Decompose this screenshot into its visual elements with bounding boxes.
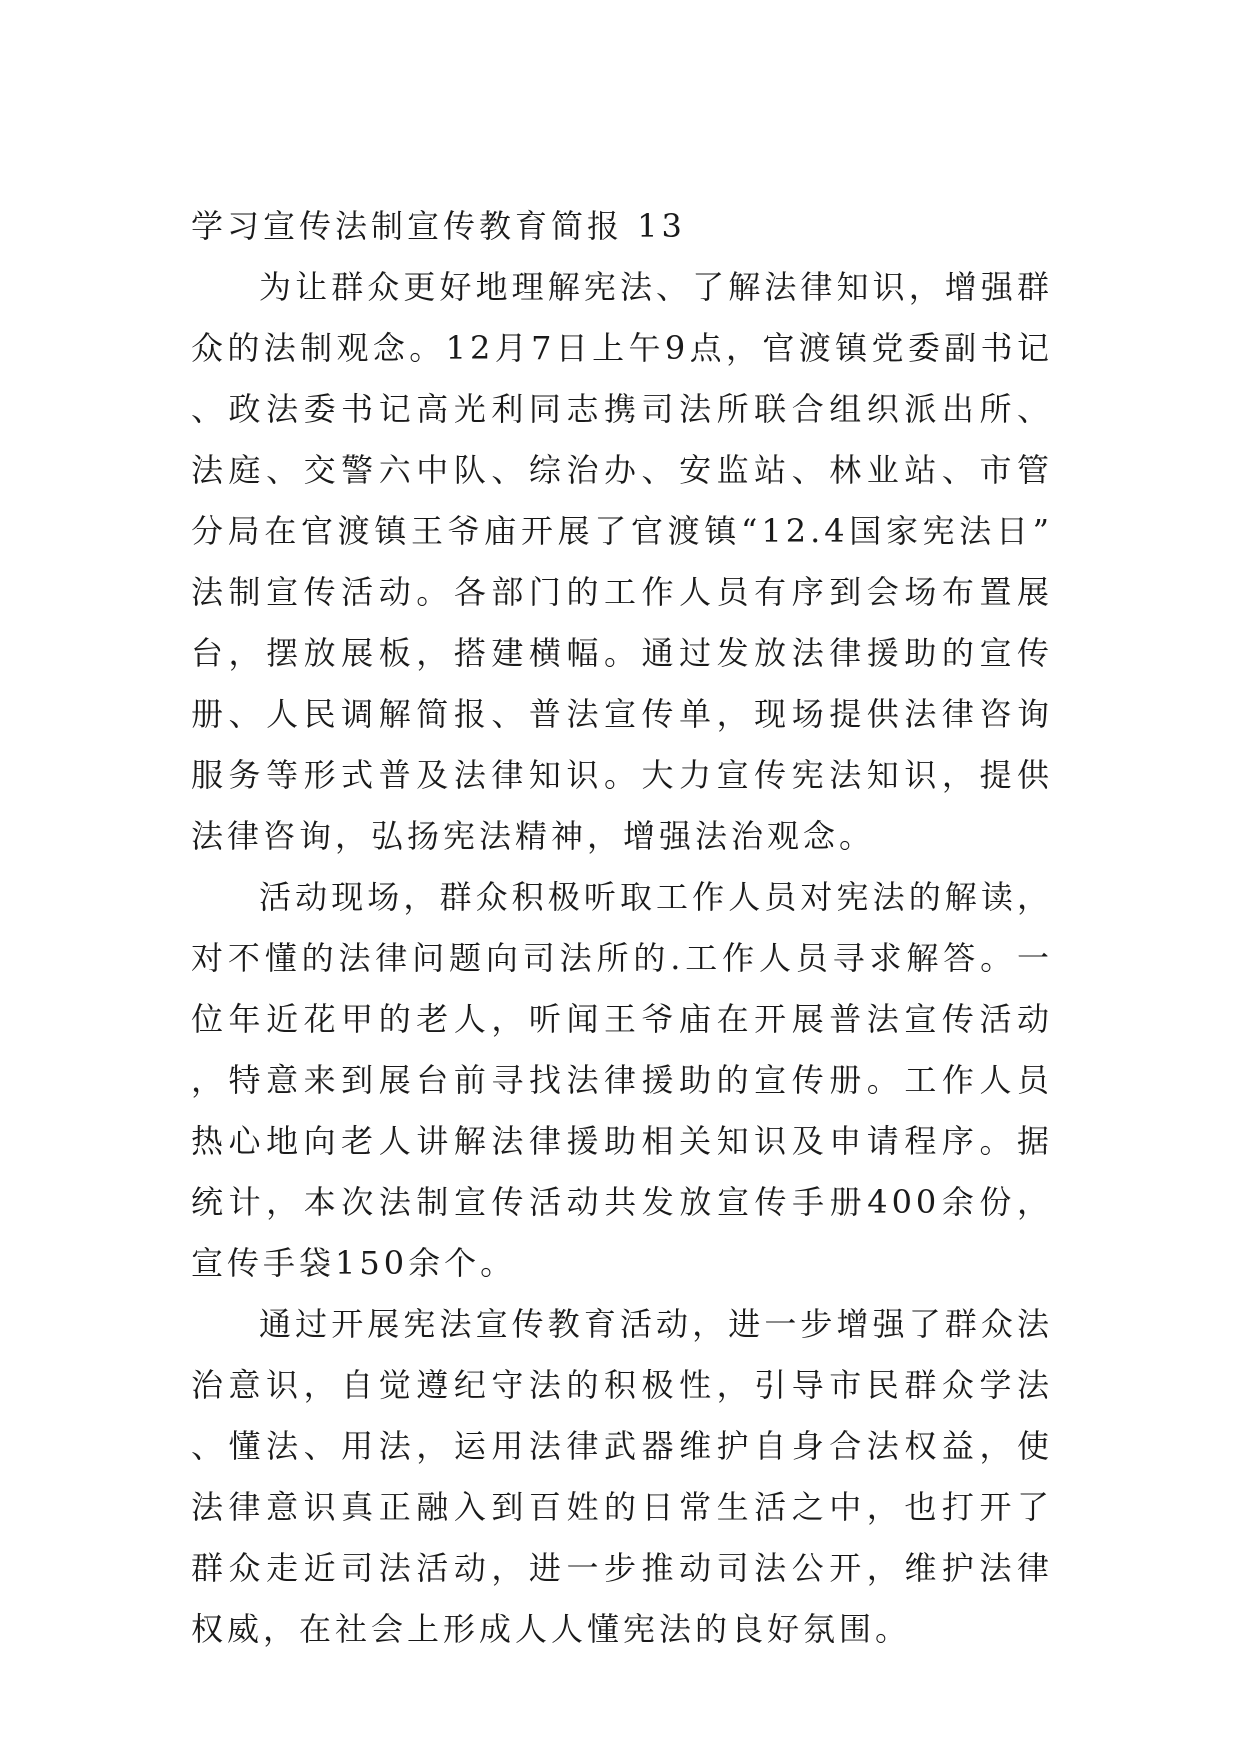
paragraph-activity-overview: 为让群众更好地理解宪法、了解法律知识，增强群众的法制观念。12月7日上午9点，官渡镇党委副书记、政法委书记高光利同志携司法所联合组织派出所、法庭、交警六中队、综治办、安监站、林业站、市管分局在官渡镇王爷庙开展了官渡镇“12.4国家宪法日”法制宣传活动。各部门的工作人员有序到会场布置展台，摆放展板，搭建横幅。通过发放法律援助的宣传册、人民调解简报、普法宣传单，现场提供法律咨询服务等形式普及法律知识。大力宣传宪法知识，提供法律咨询，弘扬宪法精神，增强法治观念。 (191, 268, 1053, 855)
paragraph-activity-scene: 活动现场，群众积极听取工作人员对宪法的解读，对不懂的法律问题向司法所的.工作人员寻求解答。一位年近花甲的老人，听闻王爷庙在开展普法宣传活动，特意来到展台前寻找法律援助的宣传册。工作人员热心地向老人讲解法律援助相关知识及申请程序。据统计，本次法制宣传活动共发放宣传手册400余份，宣传手袋150余个。 (191, 878, 1053, 1282)
document-body (191, 196, 1053, 1660)
paragraph-activity-outcome: 通过开展宪法宣传教育活动，进一步增强了群众法治意识，自觉遵纪守法的积极性，引导市民群众学法、懂法、用法，运用法律武器维护自身合法权益，使法律意识真正融入到百姓的日常生活之中，也打开了群众走近司法活动，进一步推动司法公开，维护法律权威，在社会上形成人人懂宪法的良好氛围。 (191, 1305, 1053, 1648)
document-title: 学习宣传法制宣传教育简报 13 (191, 207, 686, 245)
